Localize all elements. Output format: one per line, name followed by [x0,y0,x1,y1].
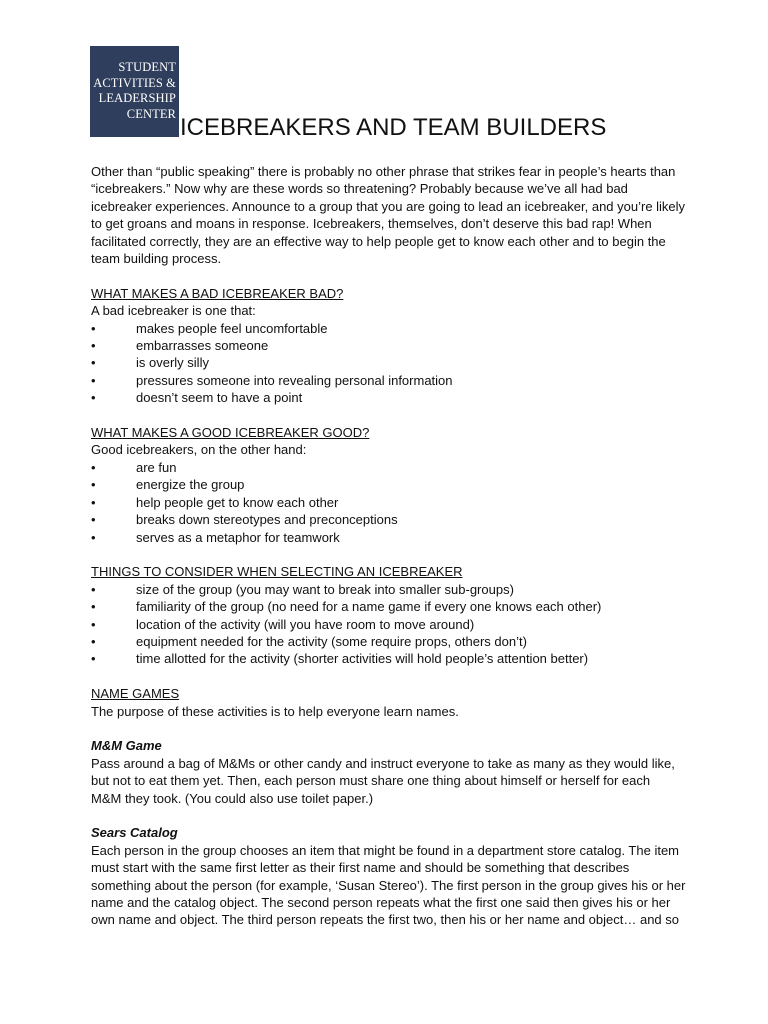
bullet: • [91,651,96,667]
section-heading: WHAT MAKES A BAD ICEBREAKER BAD? [91,285,344,301]
organization-logo [90,46,179,137]
paragraph-line: but not to eat them yet. Then, each person must share one thing about himself or herself for each [91,773,651,789]
bullet: • [91,494,96,510]
list-item-text: makes people feel uncomfortable [136,320,328,336]
list-item-text: serves as a metaphor for teamwork [136,529,340,545]
paragraph-line: facilitated correctly, they are an effective way to help people get to know each other and to begin the [91,233,666,249]
list-item [91,529,691,546]
bullet: • [91,320,96,336]
section-heading: THINGS TO CONSIDER WHEN SELECTING AN ICEBREAKER [91,564,463,580]
logo-line: LEADERSHIP [98,91,176,105]
bullet: • [91,459,96,475]
section-heading: WHAT MAKES A GOOD ICEBREAKER GOOD? [91,425,370,441]
list-item-text: breaks down stereotypes and preconceptions [136,512,398,528]
page-title: ICEBREAKERS AND TEAM BUILDERS [180,114,607,141]
section-heading: NAME GAMES [91,686,180,702]
list-item-text: size of the group (you may want to break into smaller sub-groups) [136,581,514,597]
good-icebreaker-section [91,424,691,546]
name-games-section [91,685,691,720]
list-item [91,459,691,476]
list-item [91,494,691,511]
section-intro: Good icebreakers, on the other hand: [91,442,307,458]
list-item [91,616,691,633]
list-item [91,598,691,615]
list-item-text: is overly silly [136,355,209,371]
list-item-text: are fun [136,459,177,475]
bullet: • [91,599,96,615]
bullet: • [91,390,96,406]
list-item-text: help people get to know each other [136,494,339,510]
list-item-text: location of the activity (will you have room to move around) [136,616,475,632]
list-item [91,337,691,354]
list-item-text: embarrasses someone [136,338,269,354]
paragraph-line: to get groans and moans in response. Icebreakers, themselves, don’t deserve this bad rap! When [91,216,652,232]
activity-title: M&M Game [91,738,162,754]
paragraph-line: Each person in the group chooses an item that might be found in a department store catalog. The item [91,842,680,858]
considerations-section [91,563,691,667]
list-item [91,320,691,337]
paragraph-line: team building process. [91,251,222,267]
logo-line: ACTIVITIES & [93,75,176,90]
list-item [91,511,691,528]
bullet: • [91,633,96,649]
bullet: • [91,581,96,597]
activity-title: Sears Catalog [91,825,178,841]
list-item [91,372,691,389]
list-item-text: time allotted for the activity (shorter activities will hold people’s attention better) [136,651,589,667]
list-item-text: doesn’t seem to have a point [136,390,303,406]
list-item-text: energize the group [136,477,245,493]
bullet: • [91,355,96,371]
document-body [91,163,691,929]
intro-paragraph [91,163,691,267]
paragraph-line: M&M they took. (You could also use toilet paper.) [91,790,374,806]
list-item [91,476,691,493]
activity-description [91,755,691,807]
bullet: • [91,529,96,545]
bullet: • [91,372,96,388]
paragraph-line: own name and object. The third person repeats the first two, then his or her name and object… and so [91,912,679,928]
sears-catalog-section [91,824,691,928]
list-item [91,581,691,598]
mm-game-section [91,737,691,807]
paragraph-line: icebreaker experiences. Announce to a group that you are going to lead an icebreaker, and you’re likely [91,198,686,214]
list-item-text: equipment needed for the activity (some require props, others don’t) [136,633,527,649]
logo-line: CENTER [126,106,176,121]
list-item-text: pressures someone into revealing personal information [136,372,453,388]
bullet: • [91,338,96,354]
bullet: • [91,512,96,528]
list-item [91,354,691,371]
section-intro: The purpose of these activities is to help everyone learn names. [91,703,459,719]
bullet-list [91,459,691,546]
paragraph-line: must start with the same first letter as their first name and should be something that describes [91,860,630,876]
list-item [91,650,691,667]
section-intro: A bad icebreaker is one that: [91,303,256,319]
list-item [91,633,691,650]
paragraph-line: something about the person (for example, ‘Susan Stereo’). The first person in the group gives his or her [91,877,686,893]
bullet: • [91,616,96,632]
paragraph-line: “icebreakers.” Now why are these words so threatening? Probably because we’ve all had bad [91,181,628,197]
paragraph-line: Other than “public speaking” there is probably no other phrase that strikes fear in people’s hearts than [91,164,676,179]
bullet-list [91,320,691,407]
bullet: • [91,477,96,493]
bullet-list [91,581,691,668]
bad-icebreaker-section [91,285,691,407]
list-item [91,389,691,406]
paragraph-line: Pass around a bag of M&Ms or other candy and instruct everyone to take as many as they would like, [91,755,675,771]
list-item-text: familiarity of the group (no need for a name game if every one knows each other) [136,599,602,615]
logo-line: STUDENT [118,60,176,74]
paragraph-line: name and the catalog object. The second person repeats what the first one said then gives his or her [91,894,671,910]
activity-description [91,842,691,929]
